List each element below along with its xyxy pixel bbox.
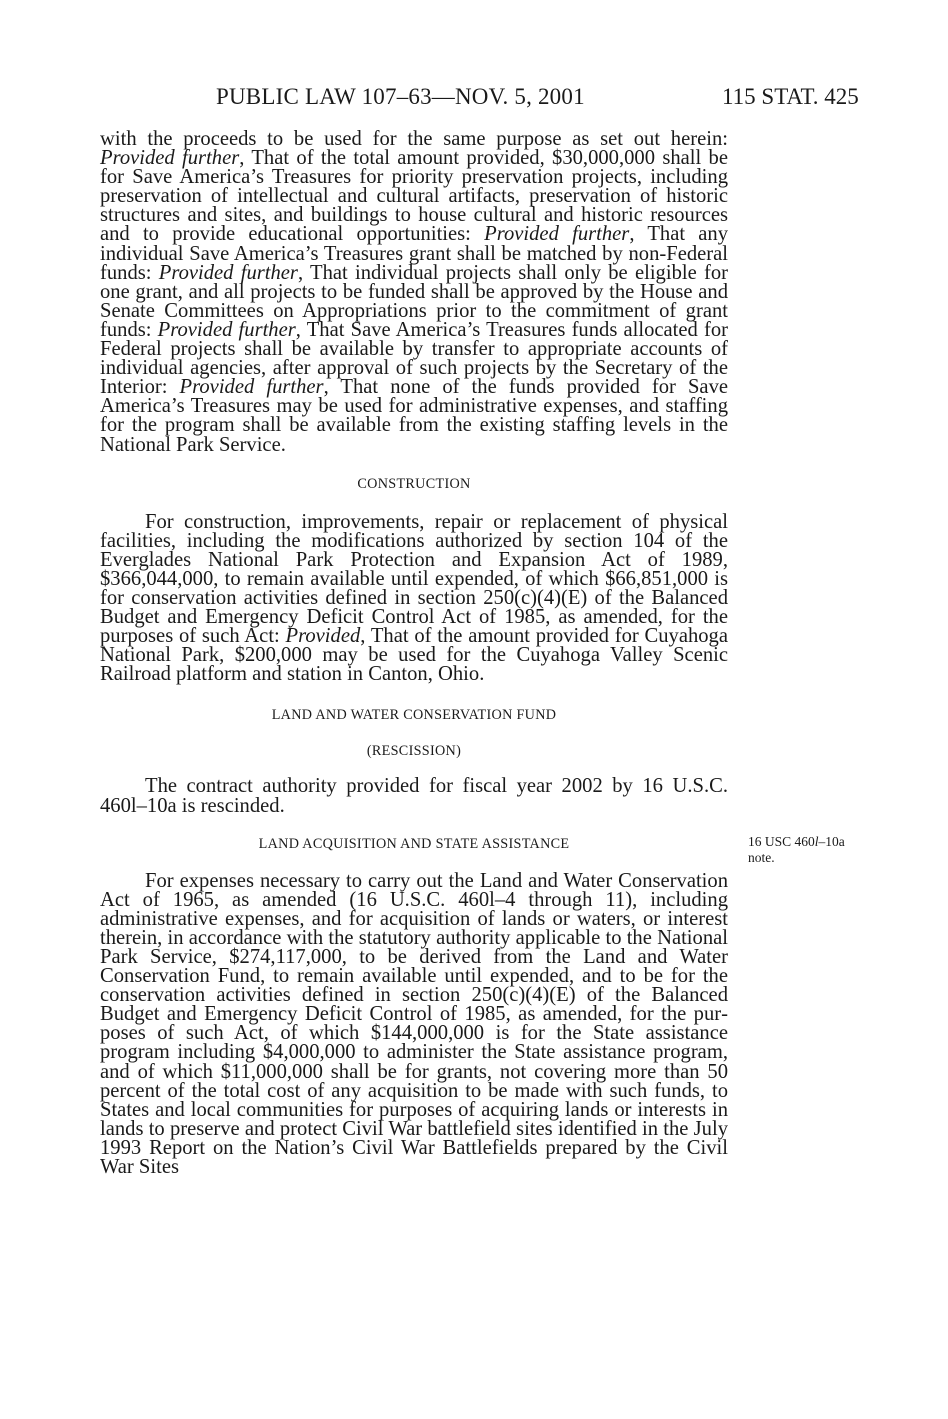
heading-land-acquisition: LAND ACQUISITION AND STATE ASSISTANCE xyxy=(258,835,570,852)
paragraph-land-acquisition xyxy=(100,869,728,1179)
text-run: The contract authority provided for fiscal year 2002 by 16 U.S.C. 460l–10a is rescinded. xyxy=(100,775,728,817)
text-run: For construction, improvements, repair or replacement of physical facilities, including the modifications authorized by section 104 of the Everglades National Park Protection and Expansion Act of 1989, $366,044,000, to remain available until expended, of which $66,851,000 is for conservation activities defined in section 250(c)(4)(E) of the Balanced Budget and Emergency Deficit Control Act of 1985, as amended, for the purposes of such Act: xyxy=(100,510,728,648)
page-number: 115 STAT. 425 xyxy=(722,84,859,109)
paragraph-construction xyxy=(100,510,728,686)
running-head-title: PUBLIC LAW 107–63—NOV. 5, 2001 xyxy=(216,84,585,109)
margin-note-prefix: 16 USC 460 xyxy=(748,834,815,849)
italic-proviso: Provided further xyxy=(158,261,298,284)
italic-proviso: Provided further xyxy=(179,376,324,399)
text-run: with the proceeds to be used for the same purpose as set out herein: xyxy=(100,128,728,150)
margin-note-suffix: –10a xyxy=(818,834,845,849)
text-run: , That individual projects shall only be eligible for one grant, and all projects to be funded shall be approved by the House and Senate Committees on Appropriations prior to the commitment of grant funds: xyxy=(100,261,728,341)
margin-note-italic: l xyxy=(814,834,819,849)
italic-proviso: Provided further xyxy=(157,318,296,341)
page-header xyxy=(0,84,948,114)
heading-rescission: (RESCISSION) xyxy=(366,743,462,760)
italic-proviso: Provided further xyxy=(484,223,630,246)
body-text xyxy=(100,130,728,1177)
text-run: , That none of the funds provided for Save America’s Treasures may be used for administrative expenses, and staffing for the program shall be available from the existing staffing levels in the National Park Service. xyxy=(100,376,729,456)
italic-proviso: Provided further xyxy=(100,147,240,170)
text-run: , That any individual Save America’s Treasures grant shall be matched by non-Federal funds: xyxy=(100,223,729,284)
margin-note-line-2: note. xyxy=(748,850,775,865)
text-run: , That Save America’s Treasures funds allocated for Federal projects shall be available by transfer to appropriate accounts of individual agencies, after approval of such projects by the Secretary of the Interior: xyxy=(100,318,729,399)
margin-note-citation xyxy=(748,834,845,866)
text-run: , That of the total amount provided, $30,000,000 shall be for Save America’s Treasures for priority preservation projects, including preservation of intellectual and cultural artifacts, preservation of historic structures and sites, and buildings to house cultural and historic resources and to provide educational opportunities: xyxy=(100,147,728,246)
italic-proviso: Provided xyxy=(285,625,361,648)
paragraph-rescission xyxy=(100,777,728,815)
heading-construction: CONSTRUCTION xyxy=(357,475,471,492)
heading-land-and-water-conservation-fund: LAND AND WATER CONSERVATION FUND xyxy=(271,707,557,724)
paragraph-save-americas-treasures xyxy=(100,130,728,455)
margin-note-line-1 xyxy=(748,834,845,850)
text-run: For expenses necessary to carry out the Land and Water Conservation Act of 1965, as amended (16 U.S.C. 460l–4 through 11), including administrative expenses, and for acquisition of lands or waters, or interest therein, in accordance with the statutory authority applicable to the National Park Service, $274,117,000, to be derived from the Land and Water Conservation Fund, to remain available until expended, and to be for the conservation activities defined in section 250(c)(4)(E) of the Balanced Budget and Emergency Deficit Control of 1985, as amended, for the purposes of such Act, of which $144,000,000 is for the State assistance program including $4,000,000 to administer the State assistance program, and of which $11,000,000 shall be for grants, not covering more than 50 percent of the total cost of any acquisition to be made with such funds, to States and local communities for purposes of acquiring lands or interests in lands to preserve and protect Civil War battlefield sites identified in the July 1993 Report on the Nation’s Civil War Battlefields prepared by the Civil War Sites xyxy=(100,869,728,1179)
text-run: , That of the amount provided for Cuyahoga National Park, $200,000 may be used for the Cuyahoga Valley Scenic Railroad platform and station in Canton, Ohio. xyxy=(100,625,728,686)
